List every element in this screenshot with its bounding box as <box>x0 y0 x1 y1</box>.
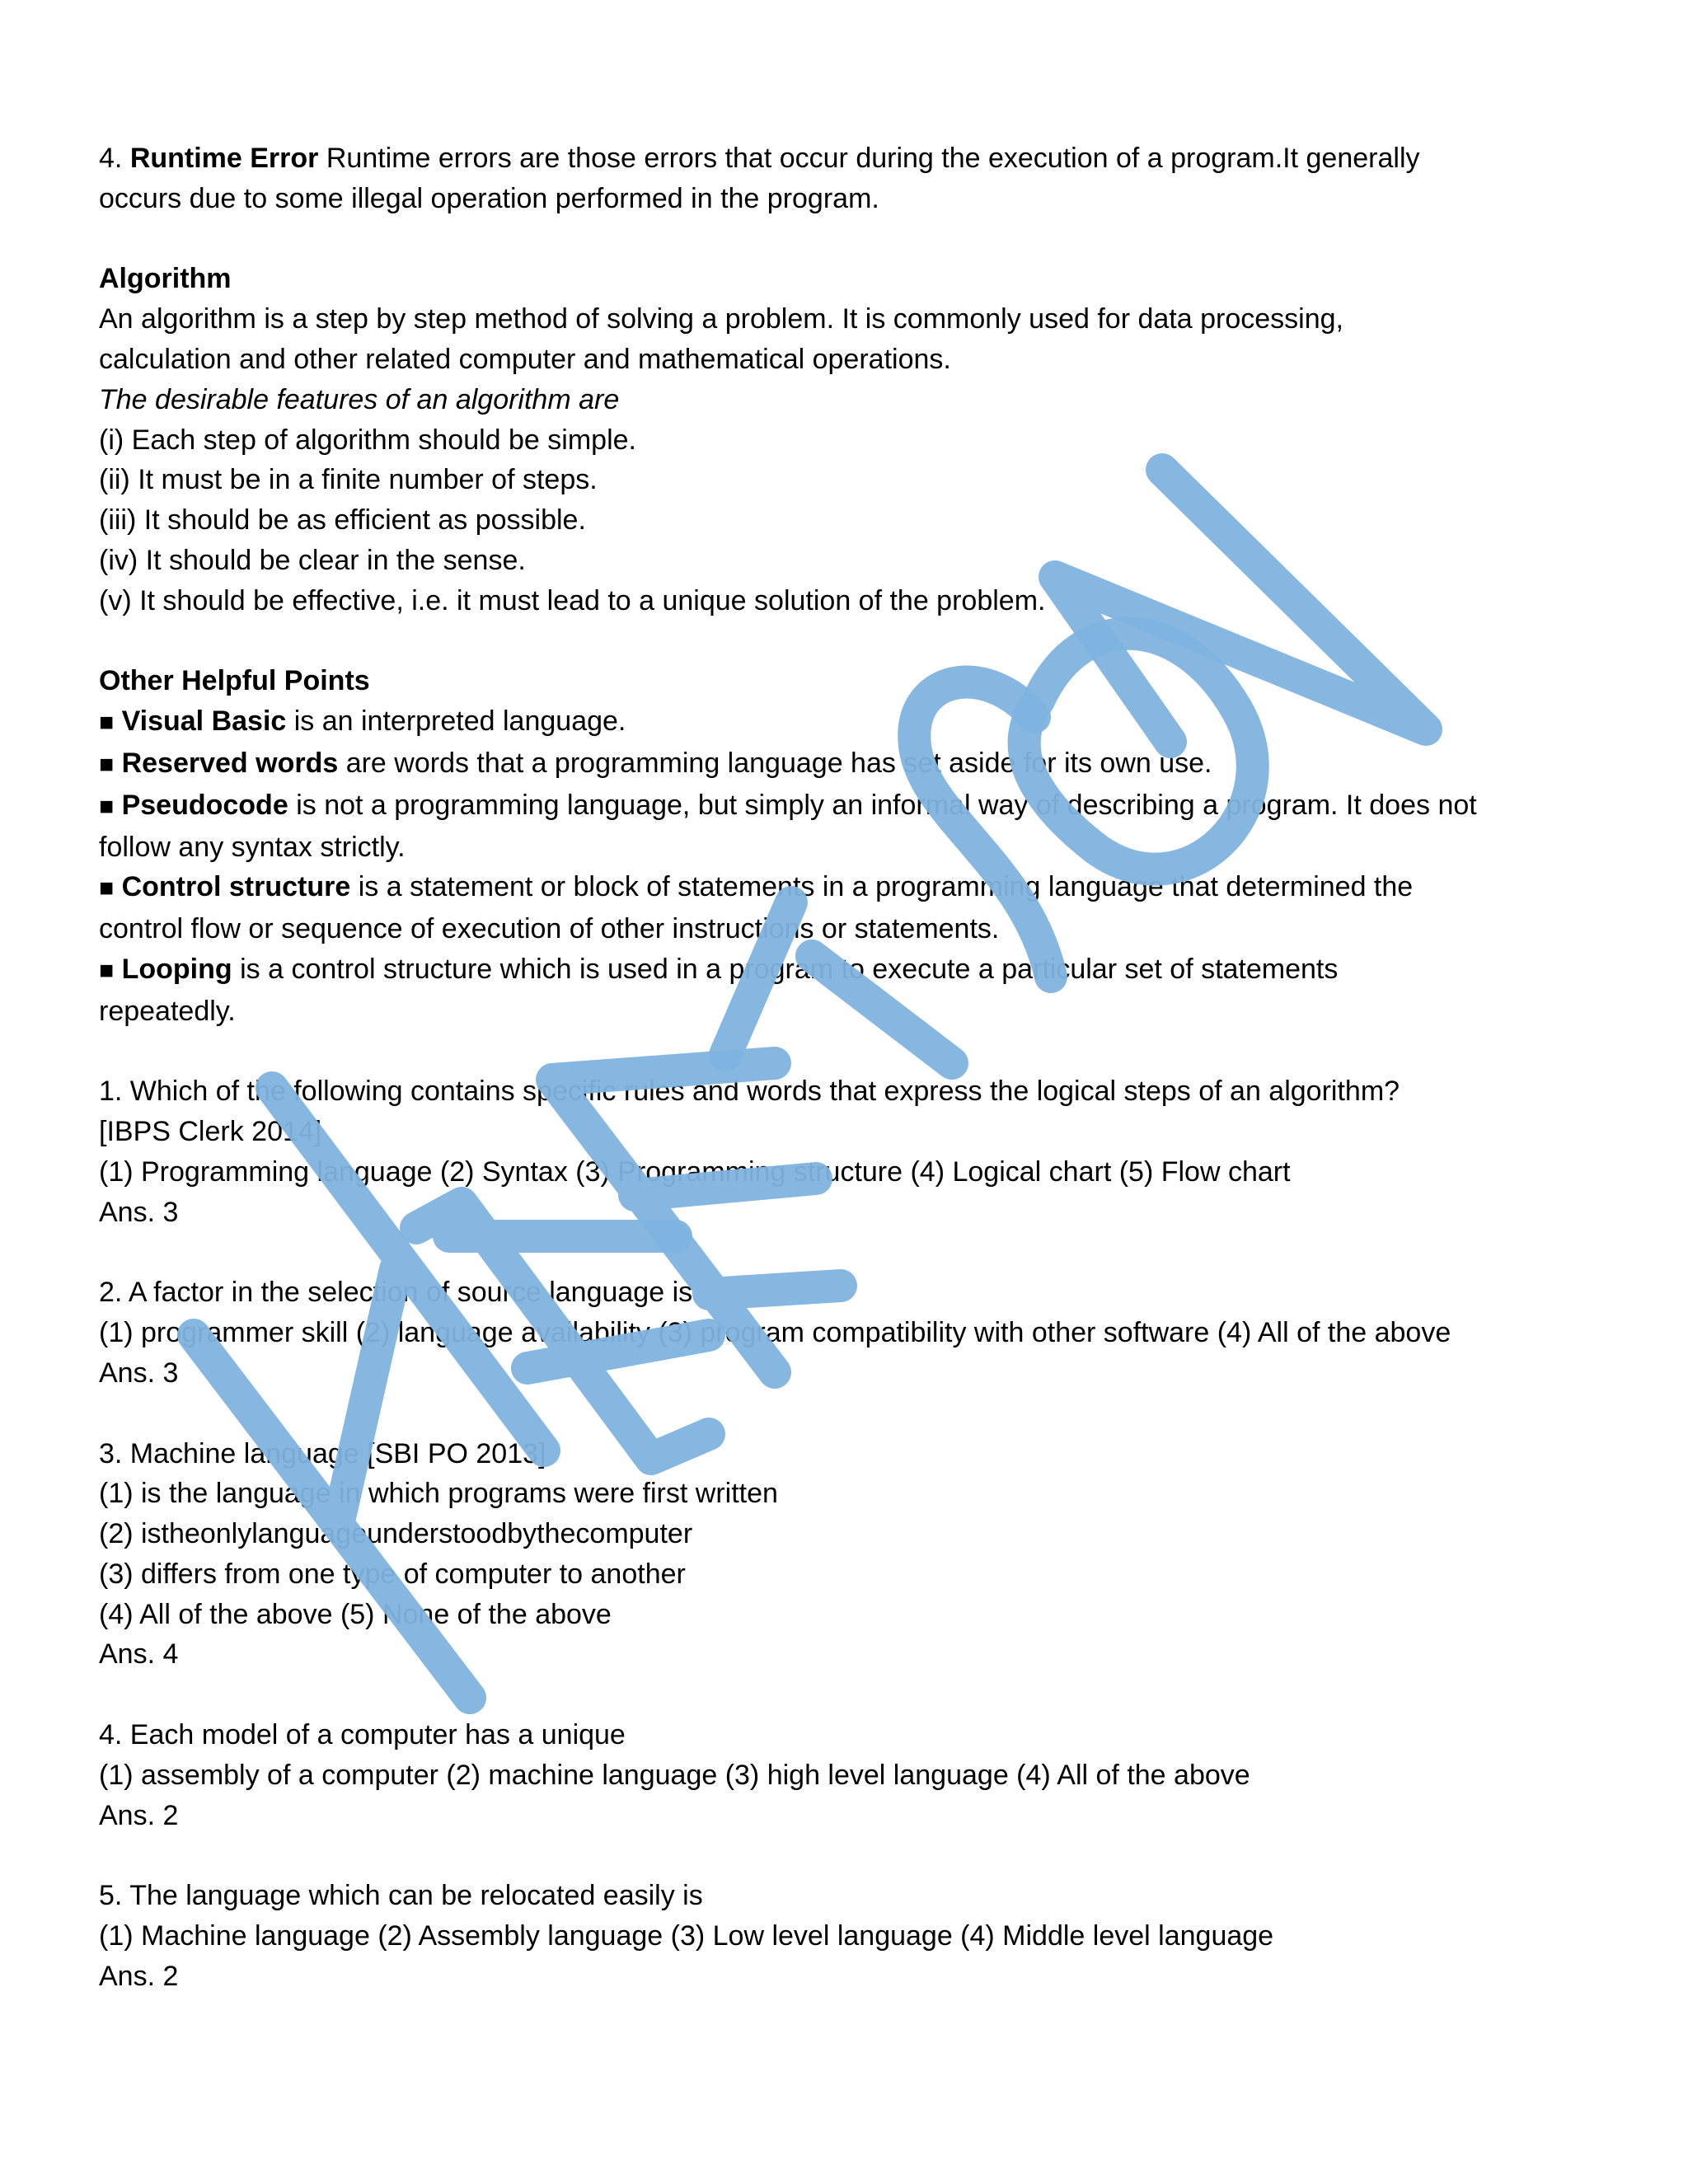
helpful-text: are words that a programming language has set aside for its own use. <box>338 747 1212 779</box>
algorithm-heading <box>99 259 1599 299</box>
features-title-text: The desirable features of an algorithm are <box>99 383 620 415</box>
runtime-error-term: Runtime Error <box>129 143 319 174</box>
question-answer: Ans. 4 <box>99 1638 179 1671</box>
question-answer: Ans. 2 <box>99 1799 179 1831</box>
question-answer: Ans. 2 <box>99 1960 179 1992</box>
helpful-term: Looping <box>121 953 232 985</box>
helpful-item-continued: repeatedly. <box>99 995 236 1027</box>
runtime-error-line-2: occurs due to some illegal operation performed in the program. <box>99 182 879 214</box>
algorithm-text-line-2: calculation and other related computer and mathematical operations. <box>99 343 951 375</box>
runtime-error-line-1 <box>99 138 1599 179</box>
question-option: (2) istheonlylanguageunderstoodbythecomputer <box>99 1518 693 1550</box>
spacer <box>99 219 1599 260</box>
feature-item: (v) It should be effective, i.e. it must lead to a unique solution of the problem. <box>99 584 1046 616</box>
runtime-error-text: Runtime errors are those errors that occur during the execution of a program.It generally <box>318 143 1420 174</box>
helpful-item <box>99 949 1599 991</box>
spacer <box>99 1394 1599 1434</box>
spacer <box>99 1032 1599 1072</box>
spacer <box>99 1835 1599 1876</box>
bullet-icon: ■ <box>99 792 115 820</box>
question-text: 3. Machine language [SBI PO 2013] <box>99 1437 546 1469</box>
helpful-item <box>99 701 1599 743</box>
question-text: 2. A factor in the selection of source language is <box>99 1277 693 1309</box>
question-option: (3) differs from one type of computer to another <box>99 1558 686 1590</box>
helpful-text: is a statement or block of statements in a programming language that determined the <box>350 871 1414 903</box>
document-page <box>99 138 1599 1997</box>
question-text: 1. Which of the following contains specific rules and words that express the logical steps of an algorithm? <box>99 1076 1400 1108</box>
question-text: 4. Each model of a computer has a unique <box>99 1719 626 1751</box>
helpful-text: is a control structure which is used in a program to execute a particular set of statements <box>232 953 1339 985</box>
bullet-icon: ■ <box>99 874 115 902</box>
helpful-item <box>99 867 1599 909</box>
helpful-heading <box>99 661 1599 701</box>
helpful-term: Pseudocode <box>121 789 288 821</box>
algorithm-heading-text: Algorithm <box>99 263 232 295</box>
helpful-term: Control structure <box>121 871 351 903</box>
bullet-icon: ■ <box>99 956 115 984</box>
feature-item: (iv) It should be clear in the sense. <box>99 544 526 576</box>
question-options: (1) Programming language (2) Syntax (3) Programming structure (4) Logical chart (5) Flow chart <box>99 1155 1291 1188</box>
features-title <box>99 380 1599 420</box>
runtime-error-number: 4. <box>99 143 123 174</box>
helpful-term: Visual Basic <box>121 705 287 738</box>
helpful-item <box>99 743 1599 785</box>
question-options: (1) Machine language (2) Assembly language (3) Low level language (4) Middle level language <box>99 1920 1274 1952</box>
feature-item: (ii) It must be in a finite number of steps. <box>99 464 598 496</box>
question-text: 5. The language which can be relocated easily is <box>99 1880 703 1912</box>
question-text: [IBPS Clerk 2014] <box>99 1116 322 1148</box>
helpful-heading-text: Other Helpful Points <box>99 665 370 697</box>
algorithm-text-line-1: An algorithm is a step by step method of solving a problem. It is commonly used for data processing, <box>99 303 1343 335</box>
question-answer: Ans. 3 <box>99 1196 179 1228</box>
helpful-text: is an interpreted language. <box>286 705 626 738</box>
feature-item: (i) Each step of algorithm should be simple. <box>99 424 636 456</box>
spacer <box>99 1675 1599 1715</box>
feature-item: (iii) It should be as efficient as possible. <box>99 504 586 537</box>
helpful-item-continued: follow any syntax strictly. <box>99 831 406 863</box>
bullet-icon: ■ <box>99 709 115 737</box>
bullet-icon: ■ <box>99 750 115 778</box>
question-answer: Ans. 3 <box>99 1357 179 1389</box>
question-options: (1) programmer skill (2) language availability (3) program compatibility with other software (4) All of the above <box>99 1317 1451 1349</box>
spacer <box>99 621 1599 662</box>
helpful-text: is not a programming language, but simply an informal way of describing a program. It does not <box>288 789 1477 821</box>
helpful-item <box>99 785 1599 827</box>
question-option: (1) is the language in which programs were first written <box>99 1478 778 1510</box>
helpful-term: Reserved words <box>121 747 339 779</box>
question-option: (4) All of the above (5) None of the above <box>99 1598 612 1630</box>
spacer <box>99 1233 1599 1273</box>
helpful-item-continued: control flow or sequence of execution of other instructions or statements. <box>99 913 1000 945</box>
question-options: (1) assembly of a computer (2) machine language (3) high level language (4) All of the above <box>99 1759 1250 1791</box>
